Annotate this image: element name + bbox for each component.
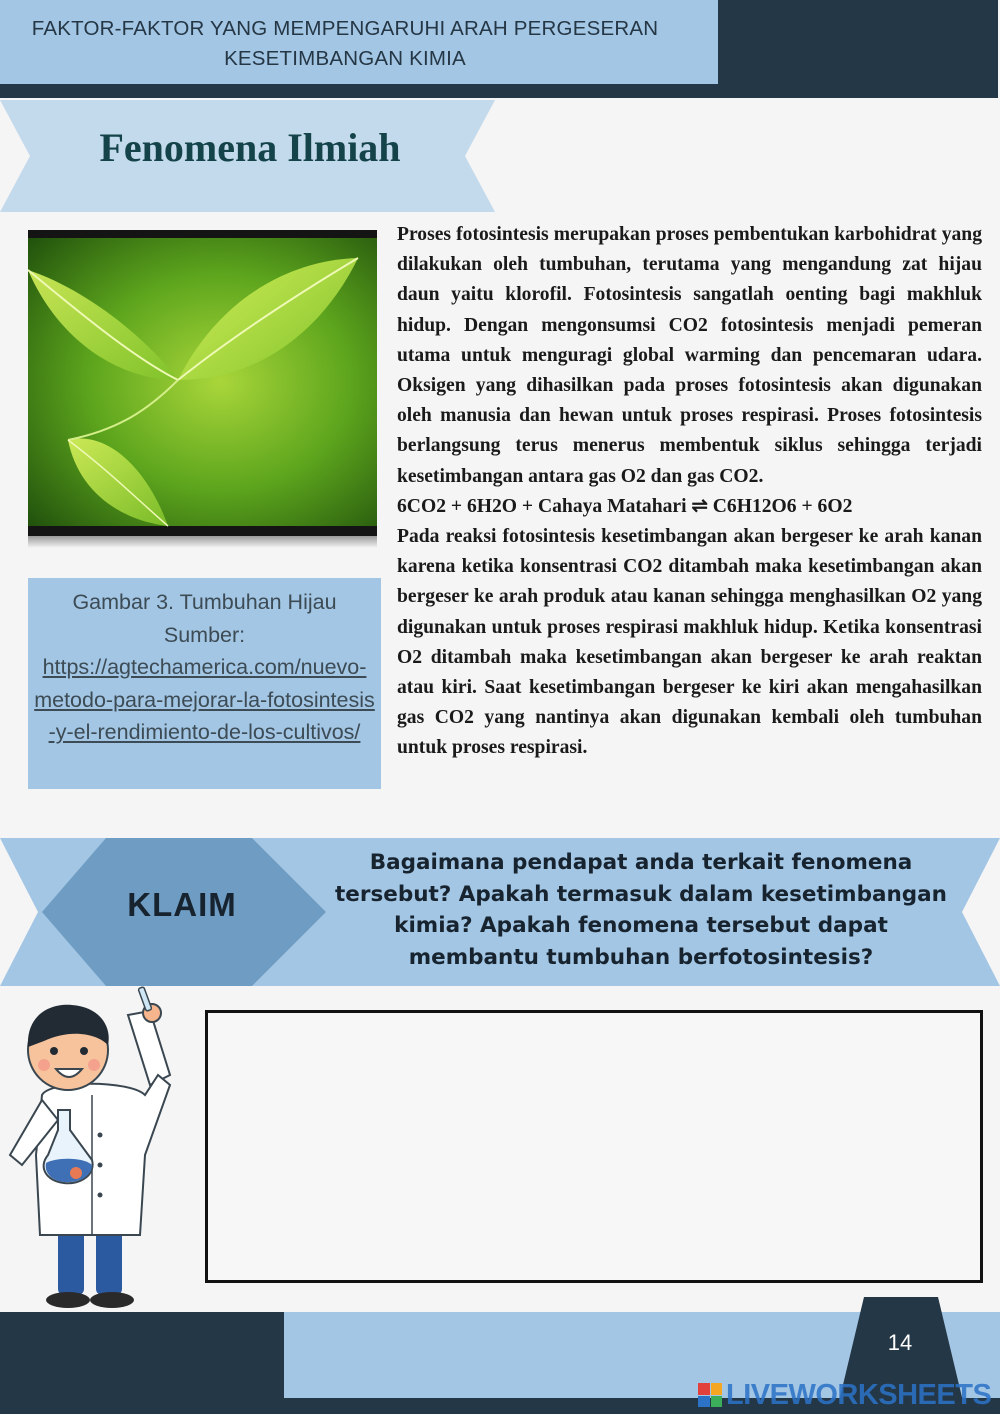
watermark [698, 1378, 991, 1412]
page-number: 14 [887, 1330, 913, 1355]
header-title [0, 14, 690, 74]
leaf-photo [28, 230, 377, 536]
klaim-question: Bagaimana pendapat anda terkait fenomena tersebut? Apakah termasuk dalam kesetimbangan kimia? Apakah fenomena tersebut dapat membantu tumbuhan berfotosintesis? [335, 850, 947, 970]
figure-caption [28, 578, 381, 789]
caption-source-label: Sumber: [163, 622, 246, 647]
liveworksheets-logo-icon [698, 1383, 722, 1407]
paragraph-explanation: Pada reaksi fotosintesis kesetimbangan akan bergeser ke arah kanan karena ketika konsentrasi CO2 ditambah maka kesetimbangan akan bergeser ke arah produk atau kanan sehingga menghasilkan O2 yang digunakan untuk proses respirasi makhluk hidup. Ketika konsentrasi O2 ditambah maka kesetimbangan akan bergeser ke arah reaktan atau kiri. Saat kesetimbangan bergeser ke kiri akan mengahasilkan gas CO2 yang nantinya akan digunakan kembali oleh tumbuhan untuk proses respirasi. [397, 526, 982, 759]
header-title-line2: KESETIMBANGAN KIMIA [224, 47, 466, 70]
reaction-equation: 6CO2 + 6H2O + Cahaya Matahari ⇌ C6H12O6 + 6O2 [397, 495, 853, 517]
source-link[interactable]: https://agtechamerica.com/nuevo-metodo-para-mejorar-la-fotosintesis-y-el-rendimiento-de-los-cultivos/ [34, 655, 375, 745]
answer-box[interactable] [205, 1010, 983, 1283]
leaf-photo-icon [28, 230, 377, 536]
watermark-text: LIVEWORKSHEETS [726, 1378, 992, 1411]
body-text [397, 220, 982, 764]
scientist-illustration [0, 985, 205, 1315]
klaim-label: KLAIM [127, 886, 237, 923]
header-title-line1: FAKTOR-FAKTOR YANG MEMPENGARUHI ARAH PERGESERAN [31, 17, 659, 40]
photo-shadow [28, 536, 377, 548]
section-title: Fenomena Ilmiah [99, 125, 401, 170]
paragraph-intro: Proses fotosintesis merupakan proses pembentukan karbohidrat yang dilakukan oleh tumbuhan, terutama yang mengandung zat hijau daun yaitu klorofil. Fotosintesis sangatlah oenting bagi makhluk hidup. Dengan mengonsumsi CO2 fotosintesis menjadi pemeran utama untuk menguragi global warming dan pencemaran udara. Oksigen yang dihasilkan pada proses fotosintesis akan digunakan oleh manusia dan hewan untuk proses respirasi. Proses fotosintesis berlangsung terus menerus membentuk siklus sehingga terjadi kesetimbangan antara gas O2 dan gas CO2. [397, 224, 982, 487]
caption-title: Gambar 3. Tumbuhan Hijau [72, 590, 337, 614]
